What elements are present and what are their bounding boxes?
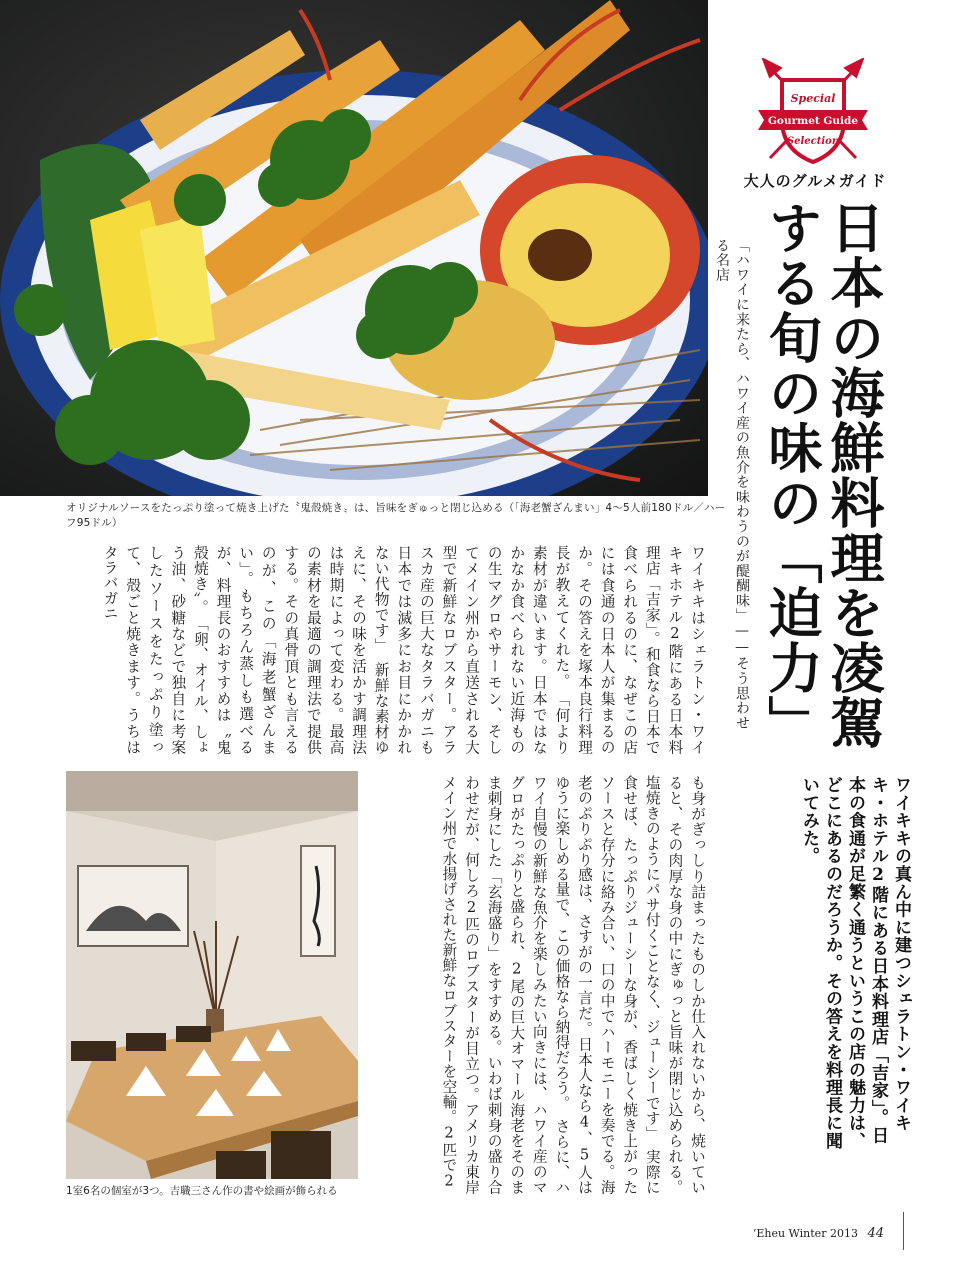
article-lead: ワイキキの真ん中に建つシェラトン・ワイキキ・ホテル2階にある日本料理店「吉家」。日本の食通が足繁く通うというこの店の魅力は、どこにあるのだろうか。その答えを料理長に聞いてみた。 (799, 776, 911, 1150)
badge-top-text: Special (790, 92, 836, 105)
issue-label: Winter 2013 (788, 1227, 858, 1240)
private-room-photo (66, 771, 358, 1179)
article-subhead: 「ハワイに来たら、ハワイ産の魚介を味わうのが醍醐味」——そう思わせる名店 (714, 238, 750, 731)
seafood-platter-photo (0, 0, 708, 496)
badge-caption: 大人のグルメガイド (743, 172, 887, 190)
article-title: 日本の海鮮料理を凌駕する旬の味の「迫力」 (760, 200, 886, 750)
crest-icon (752, 58, 874, 170)
footer-rule (903, 1212, 904, 1250)
badge-ribbon-text: Gourmet Guide (767, 115, 859, 127)
gourmet-guide-badge (752, 58, 874, 170)
room-photo-caption: 1室6名の個室が3つ。吉職三さん作の書や絵画が飾られる (66, 1185, 338, 1197)
badge-bottom-text: Selection (786, 136, 840, 147)
magazine-name: ʻEheu (752, 1227, 786, 1240)
main-photo-caption: オリジナルソースをたっぷり塗って焼き上げた〝鬼殻焼き〟は、旨味をぎゅっと閉じ込める（「海老蟹ざんまい」4〜5人前180ドル／ハーフ95ドル） (66, 502, 726, 529)
page-footer (753, 1226, 884, 1241)
private-room-illustration (66, 771, 358, 1179)
body-text-lower: も身がぎっしり詰まったものしか仕入れないから、焼いていると、その肉厚な身の中にぎゅっと旨味が閉じ込められる。塩焼きのようにパサ付くことなく、ジューシーです」 実際に食せば、たっぷりジューシーな身が、香ばしく焼き上がったソースと存分に絡み合い、口の中でハーモニーを奏でる。海老のぷりぷり感は、さすがの一言だ。日本人なら4、5人はゆうに楽しめる量で、この価格なら納得だろう。 さらに、ハワイ自慢の新鮮な魚介を楽しみたい向きには、ハワイ産のマグロがたっぷりと盛られ、2尾の巨大オマール海老をそのまま刺身にした「玄海盛り」をすすめる。いわば刺身の盛り合わせだが、何しろ2匹のロブスターが目立つ。アメリカ東岸メイン州で水揚げされた新鮮なロブスターを空輸。2匹で2 (440, 775, 706, 1195)
body-text-upper: ワイキキはシェラトン・ワイキキホテル2階にある日本料理店「吉家」。和食なら日本で食べられるのに、なぜこの店には食通の日本人が集まるのか。その答えを塚本良行料理長が教えてくれた。 「何より素材が違います。日本ではなかなか食べられない近海ものの生マグロやサーモン、そしてメイン州から直送される大型で新鮮なロブスター。アラスカ産の巨大なタラバガニも日本では滅多にお目にかかれない代物です」 新鮮な素材ゆえに、その味を活かす調理法は時期によって変わる。最高の素材を最適の調理法で提供する。その真骨頂とも言えるのが、この「海老蟹ざんまい」。もちろん蒸しも選べるが、料理長のおすすめは〝鬼殻焼き〟。 「卵、オイル、しょう油、砂糖などで独自に考案したソースをたっぷり塗って、殻ごと焼きます。うちはタラバガニ (101, 545, 706, 755)
page-number: 44 (867, 1226, 884, 1241)
seafood-platter-illustration (0, 0, 708, 496)
